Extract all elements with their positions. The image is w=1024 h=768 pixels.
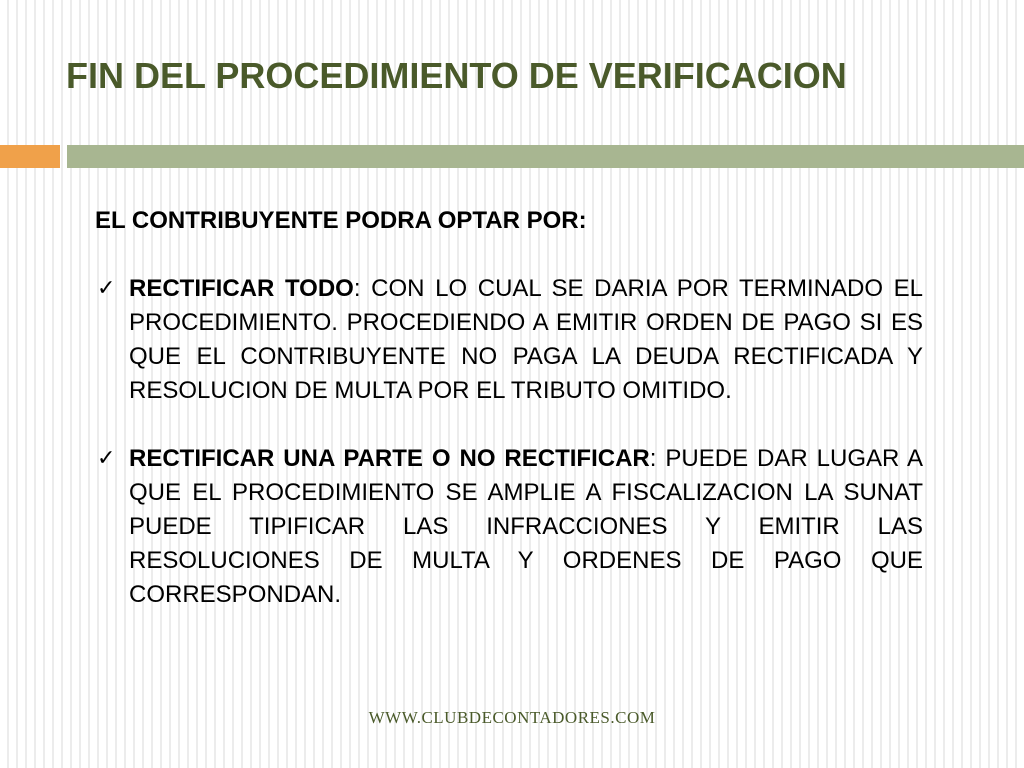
bullet-item <box>95 442 923 612</box>
bullet-text: : CON LO CUAL SE DARIA POR TERMINADO EL PROCEDIMIENTO. PROCEDIENDO A EMITIR ORDEN DE PAGO SI ES QUE EL CONTRIBUYENTE NO PAGA LA DEUDA RECTIFICADA Y RESOLUCION DE MULTA POR EL TRIBUTO OMITIDO. <box>129 275 923 404</box>
bullet-lead: RECTIFICAR UNA PARTE O NO RECTIFICAR <box>129 445 650 472</box>
footer-url: WWW.CLUBDECONTADORES.COM <box>368 708 656 727</box>
slide-title: FIN DEL PROCEDIMIENTO DE VERIFICACION <box>66 55 847 96</box>
intro-text: EL CONTRIBUYENTE PODRA OPTAR POR: <box>95 207 587 234</box>
check-icon: ✓ <box>97 276 116 301</box>
bullet-text: : PUEDE DAR LUGAR A QUE EL PROCEDIMIENTO SE AMPLIE A FISCALIZACION LA SUNAT PUEDE TIPIFICAR LAS INFRACCIONES Y EMITIR LAS RESOLUCIONES DE MULTA Y ORDENES DE PAGO QUE CORRESPONDAN. <box>129 445 923 608</box>
bullet-item <box>95 272 923 408</box>
check-icon: ✓ <box>97 446 116 471</box>
accent-bar-orange <box>0 145 60 168</box>
bullet-lead: RECTIFICAR TODO <box>129 275 354 302</box>
slide-content <box>95 204 923 646</box>
accent-bar-green <box>67 145 1024 168</box>
